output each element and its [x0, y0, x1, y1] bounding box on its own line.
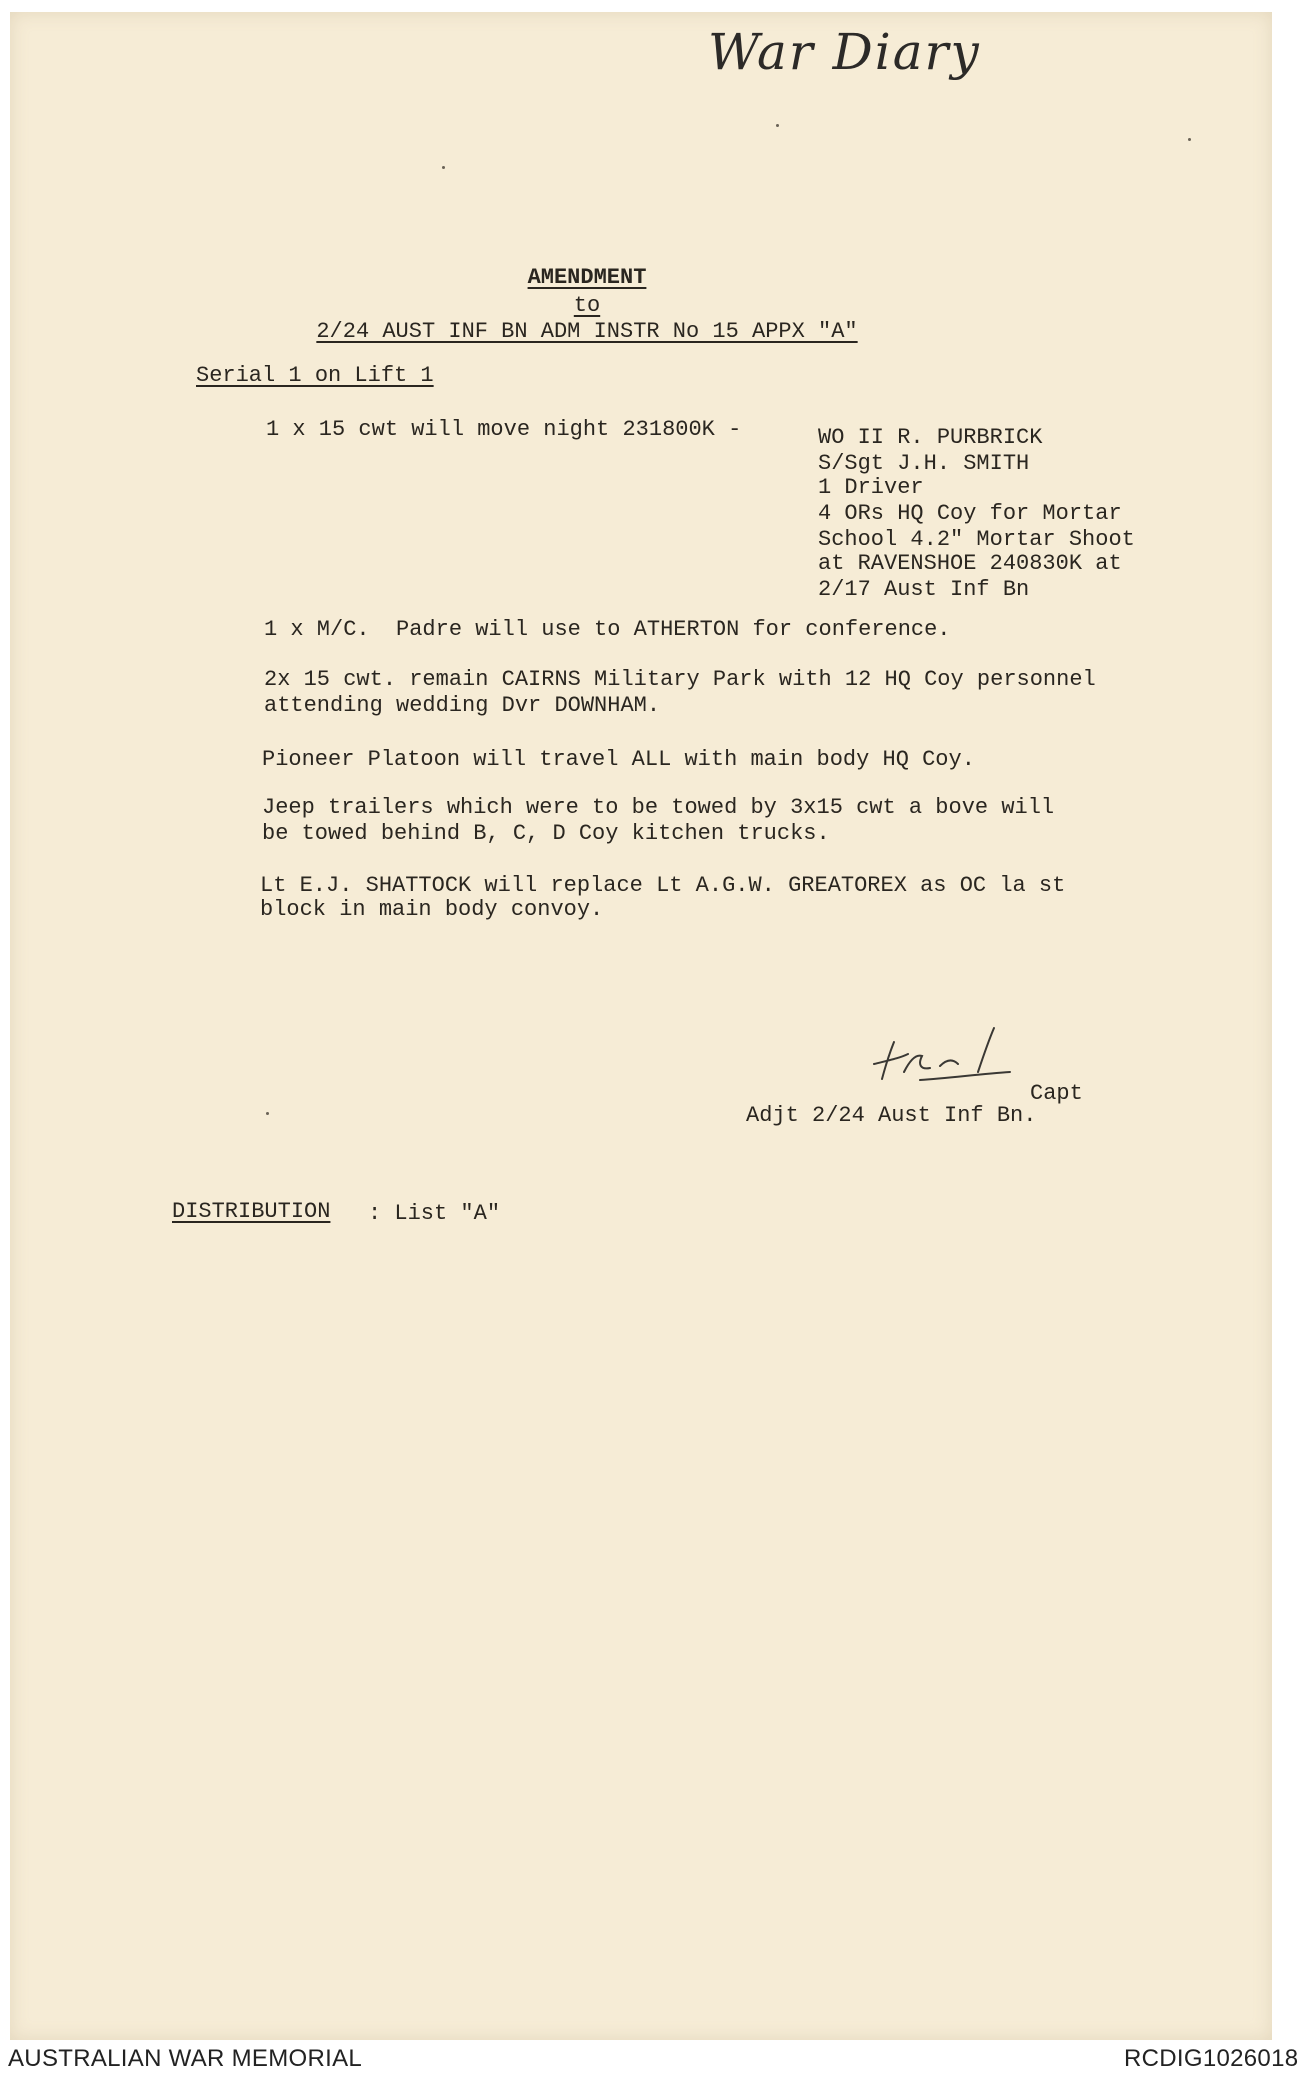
signature-scrawl: [860, 1024, 1020, 1094]
move-personnel-line: at RAVENSHOE 240830K at: [818, 551, 1122, 576]
amendment-heading: AMENDMENT: [527, 265, 647, 290]
amendment-to: to: [573, 293, 601, 318]
move-personnel-line: 1 Driver: [818, 475, 924, 500]
move-order: 1 x 15 cwt will move night 231800K -: [266, 417, 742, 442]
move-personnel-line: 2/17 Aust Inf Bn: [818, 577, 1030, 602]
padre-paragraph: 1 x M/C. Padre will use to ATHERTON for conference.: [264, 617, 951, 642]
handwritten-annotation: War Diary: [708, 23, 981, 81]
paper-speck: [442, 166, 445, 169]
move-personnel-line: WO II R. PURBRICK: [818, 425, 1043, 450]
jeep-paragraph-line: Jeep trailers which were to be towed by 3x15 cwt a bove will: [262, 795, 1055, 820]
move-personnel-line: 4 ORs HQ Coy for Mortar: [818, 501, 1122, 526]
distribution-value: : List "A": [368, 1201, 501, 1226]
shattock-paragraph-line: Lt E.J. SHATTOCK will replace Lt A.G.W. GREATOREX as OC la st: [260, 873, 1066, 898]
footer-institution: AUSTRALIAN WAR MEMORIAL: [8, 2045, 363, 2072]
pioneer-paragraph: Pioneer Platoon will travel ALL with main body HQ Coy.: [262, 747, 975, 772]
cairns-paragraph-line: attending wedding Dvr DOWNHAM.: [264, 693, 661, 718]
move-personnel-line: School 4.2" Mortar Shoot: [818, 527, 1135, 552]
cairns-paragraph-line: 2x 15 cwt. remain CAIRNS Military Park with 12 HQ Coy personnel: [264, 667, 1096, 692]
shattock-paragraph-line: block in main body convoy.: [260, 897, 604, 922]
signature-rank: Capt: [1030, 1081, 1083, 1106]
instruction-reference: 2/24 AUST INF BN ADM INSTR No 15 APPX "A": [316, 319, 858, 344]
serial-heading: Serial 1 on Lift 1: [196, 363, 434, 388]
distribution-label: DISTRIBUTION: [172, 1199, 331, 1224]
move-personnel-line: S/Sgt J.H. SMITH: [818, 451, 1030, 476]
paper-speck: [266, 1112, 269, 1115]
signature-title: Adjt 2/24 Aust Inf Bn.: [746, 1103, 1037, 1128]
paper-speck: [1188, 138, 1191, 141]
jeep-paragraph-line: be towed behind B, C, D Coy kitchen trucks.: [262, 821, 830, 846]
paper-speck: [776, 124, 779, 127]
footer-record-id: RCDIG1026018: [1124, 2045, 1299, 2072]
